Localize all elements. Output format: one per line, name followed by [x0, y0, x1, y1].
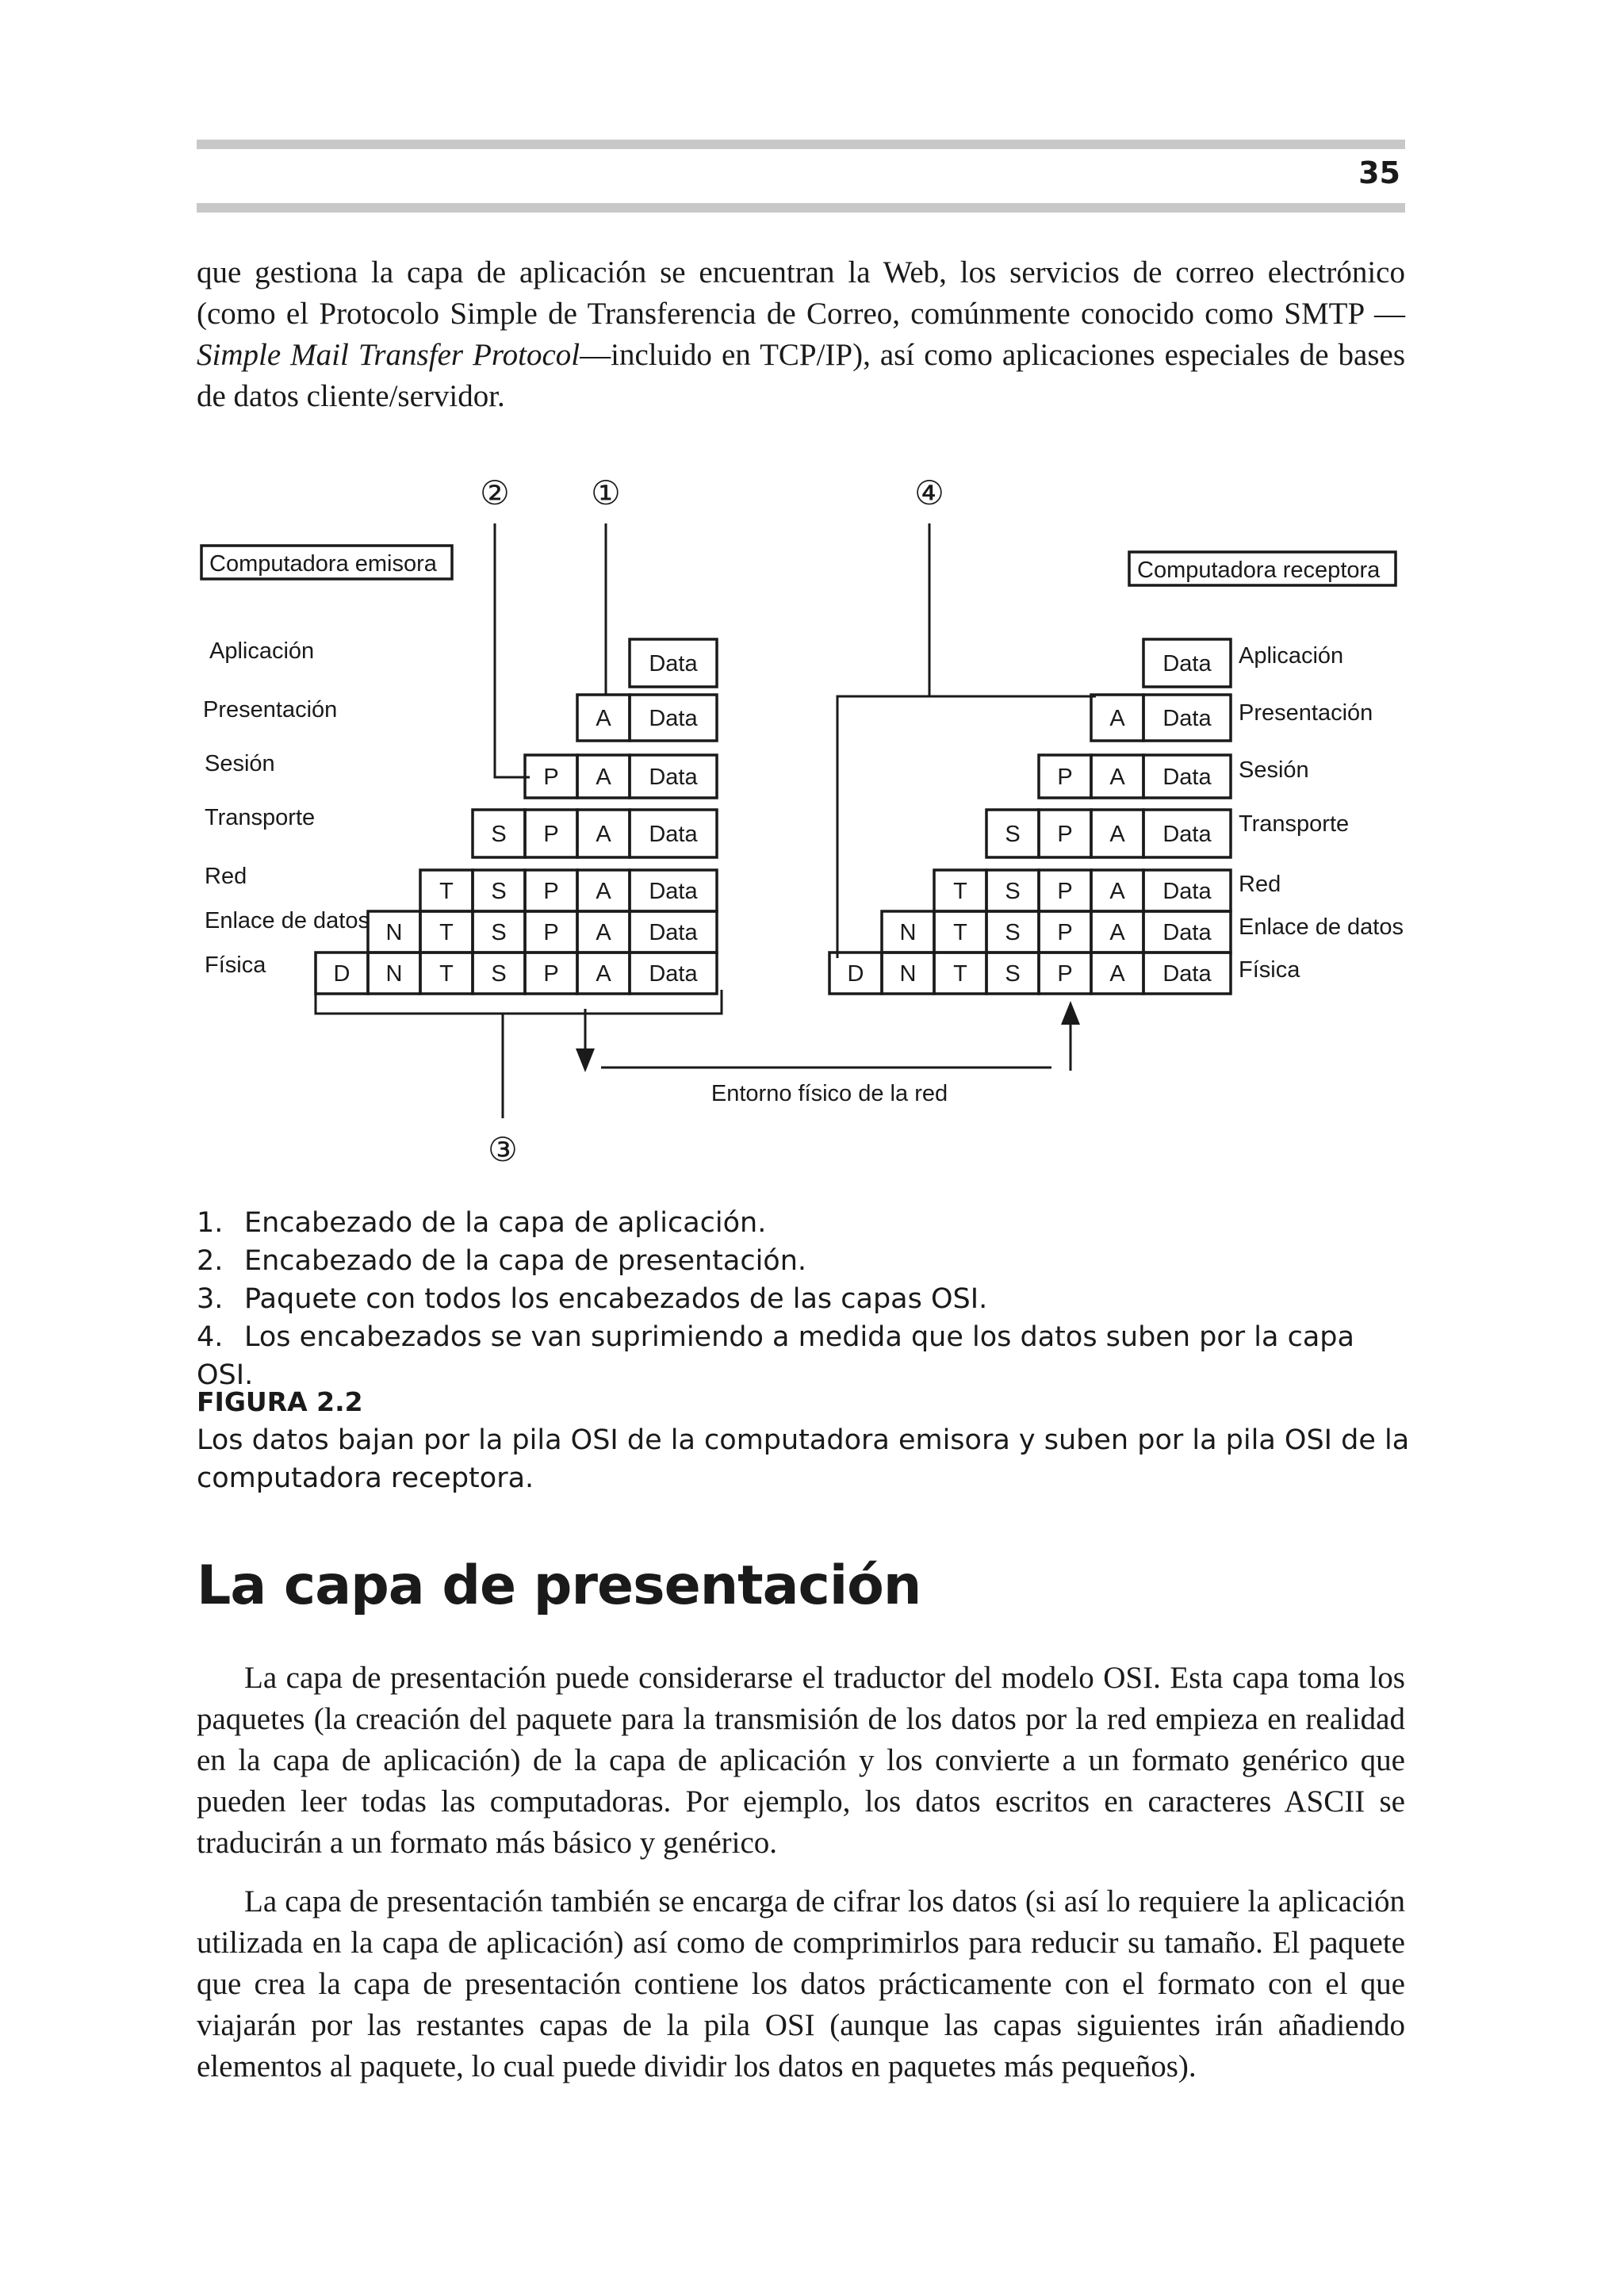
- sender-data-label: Data: [649, 651, 698, 677]
- intro-paragraph: [197, 252, 1405, 417]
- body-paragraph-2: La capa de presentación también se encarga de cifrar los datos (si así lo requiere la aplicación utilizada en la capa de aplicación) así como de comprimirlos para reducir su tamaño. El paquete que crea la capa de presentación contiene los datos prácticamente con el formato con el que viajarán por las restantes capas de la pila OSI (aunque las capas siguientes irán añadiendo elementos al paquete, lo cual puede dividir los datos en paquetes más pequeños).: [197, 1884, 1405, 2083]
- sender-computer-label: Computadora emisora: [209, 551, 437, 577]
- sender-data-label: Data: [649, 765, 698, 790]
- receiver-layer-label: Física: [1239, 957, 1300, 983]
- marker-3-circled: ③: [488, 1131, 518, 1168]
- figure-caption: Los datos bajan por la pila OSI de la computadora emisora y suben por la pila OSI de la computadora receptora.: [197, 1424, 1410, 1494]
- legend-item-text: Encabezado de la capa de presentación.: [244, 1245, 807, 1277]
- legend-item: [197, 1204, 1418, 1242]
- sender-header-letter: S: [491, 961, 507, 987]
- sender-header-letter: P: [543, 879, 559, 904]
- marker-2-leader: [495, 523, 530, 777]
- sender-data-label: Data: [649, 879, 698, 904]
- header-rule-bottom: [197, 203, 1405, 213]
- sender-data-label: Data: [649, 822, 698, 847]
- legend-item: [197, 1280, 1418, 1318]
- receiver-layer-label: Aplicación: [1239, 643, 1344, 669]
- receiver-header-letter: A: [1109, 765, 1125, 790]
- receiver-header-letter: P: [1057, 961, 1073, 987]
- intro-text-end: —incluido en TCP/IP), así como aplicaciones especiales de bases de datos cliente/servidor.: [197, 338, 1405, 413]
- sender-layer-label: Física: [205, 953, 266, 978]
- sender-layer-label: Enlace de datos: [205, 908, 370, 933]
- legend-item-number: 2.: [197, 1245, 224, 1277]
- receiver-header-letter: N: [899, 920, 917, 945]
- receiver-data-label: Data: [1162, 920, 1212, 945]
- receiver-header-letter: A: [1109, 961, 1125, 987]
- section-title: La capa de presentación: [197, 1554, 921, 1617]
- sender-header-letter: A: [596, 879, 611, 904]
- legend-item: [197, 1242, 1418, 1280]
- receiver-header-letter: D: [847, 961, 864, 987]
- sender-layer-label: Sesión: [205, 751, 275, 776]
- sender-header-letter: P: [543, 822, 559, 847]
- sender-layer-label: Red: [205, 864, 247, 889]
- body-paragraph-1: La capa de presentación puede considerarse el traductor del modelo OSI. Esta capa toma los paquetes (la creación del paquete para la transmisión de los datos por la red empieza en realidad en la capa de aplicación) de la capa de aplicación y los convierte a un formato genérico que pueden leer todas las computadoras. Por ejemplo, los datos escritos en caracteres ASCII se traducirán a un formato más básico y genérico.: [197, 1661, 1405, 1860]
- receiver-layer-label: Transporte: [1239, 811, 1350, 837]
- sender-header-letter: S: [491, 822, 507, 847]
- sender-data-label: Data: [649, 961, 698, 987]
- up-arrow-head: [1061, 1001, 1080, 1025]
- receiver-data-label: Data: [1162, 961, 1212, 987]
- sender-header-letter: A: [596, 920, 611, 945]
- receiver-data-label: Data: [1162, 765, 1212, 790]
- network-environment-label: Entorno físico de la red: [710, 1081, 948, 1106]
- receiver-header-letter: A: [1109, 706, 1125, 731]
- receiver-header-letter: T: [953, 879, 967, 904]
- sender-header-letter: S: [491, 920, 507, 945]
- sender-header-letter: P: [543, 765, 559, 790]
- sender-header-letter: A: [596, 765, 611, 790]
- sender-header-letter: T: [439, 879, 454, 904]
- receiver-header-letter: S: [1005, 879, 1021, 904]
- receiver-layer-label: Presentación: [1239, 700, 1373, 726]
- receiver-computer-label: Computadora receptora: [1137, 558, 1381, 583]
- receiver-header-letter: S: [1005, 822, 1021, 847]
- page-number: 35: [1358, 155, 1400, 190]
- sender-layer-label: Aplicación: [209, 638, 315, 664]
- receiver-data-label: Data: [1162, 651, 1212, 677]
- receiver-header-letter: A: [1109, 822, 1125, 847]
- sender-header-letter: N: [385, 961, 403, 987]
- sender-header-letter: N: [385, 920, 403, 945]
- receiver-data-label: Data: [1162, 822, 1212, 847]
- legend-item: [197, 1318, 1418, 1394]
- receiver-header-letter: P: [1057, 879, 1073, 904]
- marker-4-circled: ④: [914, 474, 944, 512]
- sender-header-letter: D: [333, 961, 350, 987]
- marker-1-circled: ①: [591, 474, 621, 512]
- figure-legend: [197, 1204, 1418, 1394]
- sender-header-letter: P: [543, 920, 559, 945]
- sender-header-letter: T: [439, 961, 454, 987]
- intro-text-italic: Simple Mail Transfer Protocol: [197, 338, 580, 372]
- receiver-header-letter: S: [1005, 920, 1021, 945]
- sender-layer-label: Presentación: [203, 697, 338, 723]
- sender-header-letter: A: [596, 961, 611, 987]
- receiver-data-label: Data: [1162, 706, 1212, 731]
- receiver-header-letter: T: [953, 961, 967, 987]
- figure-label: FIGURA 2.2: [197, 1386, 363, 1417]
- legend-item-number: 4.: [197, 1321, 224, 1353]
- intro-text-start: que gestiona la capa de aplicación se encuentran la Web, los servicios de correo electrónico (como el Protocolo Simple de Transferencia de Correo, comúnmente conocido como SMTP —: [197, 255, 1405, 331]
- receiver-header-letter: P: [1057, 822, 1073, 847]
- legend-item-text: Paquete con todos los encabezados de las capas OSI.: [244, 1283, 988, 1315]
- down-arrow-head: [576, 1048, 595, 1072]
- legend-item-number: 3.: [197, 1283, 224, 1315]
- legend-item-number: 1.: [197, 1207, 224, 1239]
- sender-header-letter: A: [596, 822, 611, 847]
- sender-data-label: Data: [649, 920, 698, 945]
- legend-item-text: Encabezado de la capa de aplicación.: [244, 1207, 767, 1239]
- sender-layer-label: Transporte: [205, 805, 316, 830]
- receiver-layer-label: Red: [1239, 872, 1281, 897]
- header-rule-top: [197, 140, 1405, 149]
- sender-data-label: Data: [649, 706, 698, 731]
- sender-header-letter: S: [491, 879, 507, 904]
- sender-header-letter: P: [543, 961, 559, 987]
- sender-header-letter: A: [596, 706, 611, 731]
- receiver-header-letter: N: [899, 961, 917, 987]
- receiver-header-letter: A: [1109, 920, 1125, 945]
- marker-2-circled: ②: [480, 474, 510, 512]
- sender-header-letter: T: [439, 920, 454, 945]
- legend-item-text: Los encabezados se van suprimiendo a medida que los datos suben por la capa OSI.: [197, 1321, 1354, 1391]
- receiver-layer-label: Sesión: [1239, 757, 1309, 783]
- receiver-data-label: Data: [1162, 879, 1212, 904]
- osi-encapsulation-diagram: [0, 444, 1624, 1174]
- receiver-header-letter: T: [953, 920, 967, 945]
- receiver-header-letter: S: [1005, 961, 1021, 987]
- receiver-layer-label: Enlace de datos: [1239, 914, 1404, 940]
- receiver-header-letter: P: [1057, 765, 1073, 790]
- receiver-header-letter: A: [1109, 879, 1125, 904]
- receiver-header-letter: P: [1057, 920, 1073, 945]
